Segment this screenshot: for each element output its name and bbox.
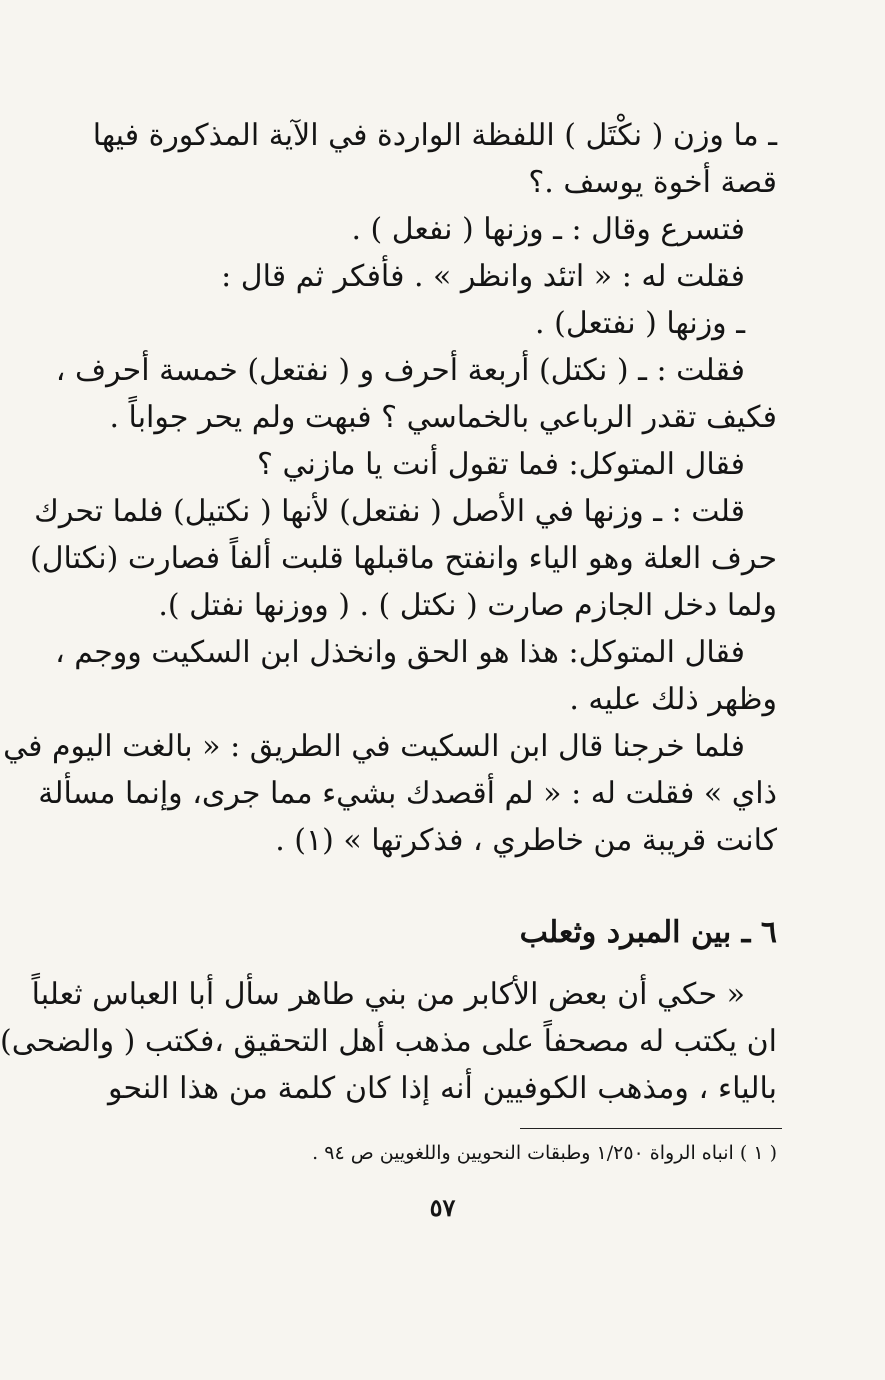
text-line: قلت : ـ وزنها في الأصل ( نفتعل) لأنها ( نكتيل) فلما تحرك xyxy=(34,494,745,529)
text-line: فقلت : ـ ( نكتل) أربعة أحرف و ( نفتعل) خمسة أحرف ، xyxy=(55,353,745,388)
text-line: ـ وزنها ( نفتعل) . xyxy=(535,306,745,341)
text-line: حرف العلة وهو الياء وانفتح ماقبلها قلبت ألفاً فصارت (نكتال) xyxy=(30,541,777,576)
text-line: فتسرع وقال : ـ وزنها ( نفعل ) . xyxy=(351,212,745,247)
text-line: كانت قريبة من خاطري ، فذكرتها » (١) . xyxy=(275,823,777,858)
text-line: ان يكتب له مصحفاً على مذهب أهل التحقيق ،فكتب ( والضحى) xyxy=(0,1024,777,1059)
text-line: فقال المتوكل: هذا هو الحق وانخذل ابن السكيت ووجم ، xyxy=(55,635,745,670)
footnote: ( ١ ) انباه الرواة ١/٢٥٠ وطبقات النحويين واللغويين ص ٩٤ . xyxy=(312,1142,777,1164)
text-line: بالياء ، ومذهب الكوفيين أنه إذا كان كلمة من هذا النحو xyxy=(108,1071,777,1106)
section-heading: ٦ ـ بين المبرد وثعلب xyxy=(519,915,777,950)
text-line: ـ ما وزن ( نكْتَل ) اللفظة الواردة في الآية المذكورة فيها xyxy=(92,118,777,153)
text-line: « حكي أن بعض الأكابر من بني طاهر سأل أبا العباس ثعلباً xyxy=(31,977,745,1012)
text-line: ذاي » فقلت له : « لم أقصدك بشيء مما جرى، وإنما مسألة xyxy=(38,776,777,811)
text-line: فلما خرجنا قال ابن السكيت في الطريق : « بالغت اليوم في xyxy=(3,729,745,764)
footnote-divider xyxy=(520,1128,782,1129)
text-line: وظهر ذلك عليه . xyxy=(569,682,777,717)
text-line: فقلت له : « اتئد وانظر » . فأفكر ثم قال : xyxy=(221,259,745,294)
text-line: ولما دخل الجازم صارت ( نكتل ) . ( ووزنها نفتل ). xyxy=(158,588,777,623)
text-line: فقال المتوكل: فما تقول أنت يا مازني ؟ xyxy=(257,447,745,482)
page-number: ٥٧ xyxy=(429,1193,456,1222)
text-line: قصة أخوة يوسف .؟ xyxy=(528,165,777,200)
text-line: فكيف تقدر الرباعي بالخماسي ؟ فبهت ولم يحر جواباً . xyxy=(109,400,777,435)
